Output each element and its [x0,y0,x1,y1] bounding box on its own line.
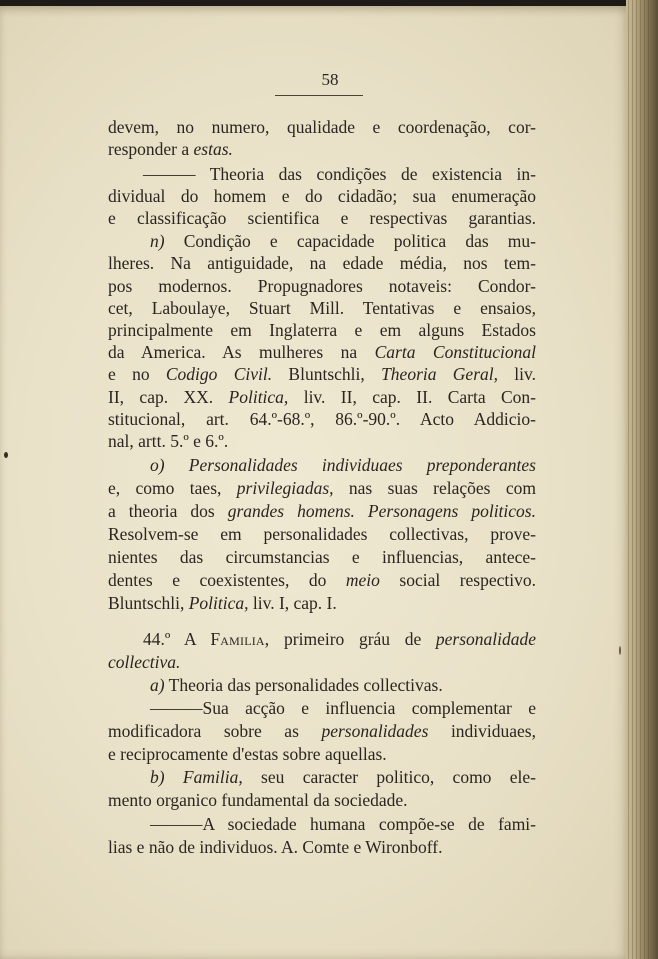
italic-text: n) [150,231,165,251]
italic-text: Politica, [228,387,289,407]
text-line [108,363,536,385]
text-segment: lheres. Na antiguidade, na edade média, nos tem- [108,253,536,273]
text-segment: social respectivo. [379,570,536,590]
italic-text: privilegiadas, [236,478,334,498]
page-number: 58 [321,70,339,89]
text-segment: Resolvem-se em personalidades collectivas, prove- [108,524,536,544]
italic-text: Codigo Civil. [165,364,273,384]
text-line [108,297,536,319]
text-segment: modificadora sobre as [108,721,322,741]
text-line [108,185,536,207]
text-line [150,230,536,252]
text-segment: Condição e capacidade politica das mu- [164,231,536,251]
text-line [150,697,536,719]
text-segment: ———A sociedade humana compõe-se de fami- [150,814,536,834]
text-line [108,500,536,522]
italic-text: Politica, [188,593,249,613]
text-segment: mento organico fundamental da sociedade. [108,790,408,810]
text-line [108,341,536,363]
text-line [108,207,536,229]
text-line [108,477,536,499]
text-segment: dividual do homem e do cidadão; sua enumeração [108,186,536,206]
text-segment: devem, no numero, qualidade e coordenação, cor- [108,117,536,137]
text-segment: ———Sua acção e influencia complementar e [150,698,536,718]
italic-text: meio [345,570,380,590]
italic-text: b) Familia, [150,767,243,787]
text-segment: ——— Theoria das condições de existencia in- [143,164,536,184]
text-line [108,789,536,811]
text-segment: 44.º A [143,629,211,649]
text-segment: liv. II, cap. II. Carta Con- [288,387,536,407]
text-line [108,430,536,452]
text-line [108,252,536,274]
text-segment: lias e não de individuos. A. Comte e Wironboff. [108,837,443,857]
text-segment: principalmente em Inglaterra e em alguns Estados [108,320,536,340]
text-line [150,674,536,696]
text-segment: e, como taes, [108,478,237,498]
text-segment: individuaes, [428,721,536,741]
italic-text: personalidades [321,721,429,741]
italic-text: Carta Constitucional [374,342,536,362]
text-line [150,766,536,788]
text-line [143,163,536,185]
header-rule [275,95,363,96]
italic-text: o) Personalidades individuaes preponderantes [150,455,536,475]
text-segment: nas suas relações com [333,478,536,498]
italic-text: Theoria Geral, [381,364,498,384]
italic-text: personalidade [435,629,537,649]
italic-text: grandes homens. Personagens politicos. [227,501,536,521]
text-line [108,592,536,614]
text-segment: Theoria das personalidades collectivas. [164,675,443,695]
text-line [108,743,536,765]
text-segment: cet, Laboulaye, Stuart Mill. Tentativas e ensaios, [108,298,536,318]
text-segment: e reciprocamente d'estas sobre aquellas. [108,744,387,764]
text-line [108,408,536,430]
text-segment: dentes e coexistentes, do [108,570,346,590]
text-segment: e no [108,364,166,384]
text-line [143,628,536,650]
text-segment: Bluntschli, [272,364,382,384]
text-segment: II, cap. XX. [108,387,229,407]
text-line [108,523,536,545]
text-segment: seu caracter politico, como ele- [242,767,536,787]
text-line [108,386,536,408]
text-line [150,454,536,476]
text-segment: liv. I, cap. I. [248,593,337,613]
text-line [108,116,536,138]
text-segment: responder a [108,139,194,159]
text-line [108,720,536,742]
page-stack-lines [628,0,652,959]
text-segment: da America. As mulheres na [108,342,375,362]
text-segment: primeiro gráu de [269,629,436,649]
text-segment: a theoria dos [108,501,228,521]
text-line [108,319,536,341]
text-line [108,836,536,858]
paper-mark [619,646,621,655]
text-segment: nientes das circumstancias e influencias, antece- [108,547,536,567]
text-line [108,651,536,673]
text-line [150,813,536,835]
text-segment: stitucional, art. 64.º-68.º, 86.º-90.º. Acto Addicio- [108,409,536,429]
text-segment: Bluntschli, [108,593,189,613]
ink-speck [4,452,8,458]
italic-text: estas. [193,139,233,159]
text-segment: liv. [498,364,537,384]
italic-text: collectiva. [108,652,181,672]
text-segment: e classificação scientifica e respectivas garantias. [108,208,536,228]
text-line [108,138,536,160]
text-line [108,275,536,297]
text-segment: nal, artt. 5.º e 6.º. [108,431,229,451]
small-caps-text: Familia, [210,629,270,649]
text-line [108,546,536,568]
text-segment: pos modernos. Propugnadores notaveis: Condor- [108,276,536,296]
text-line [108,569,536,591]
italic-text: a) [150,675,165,695]
